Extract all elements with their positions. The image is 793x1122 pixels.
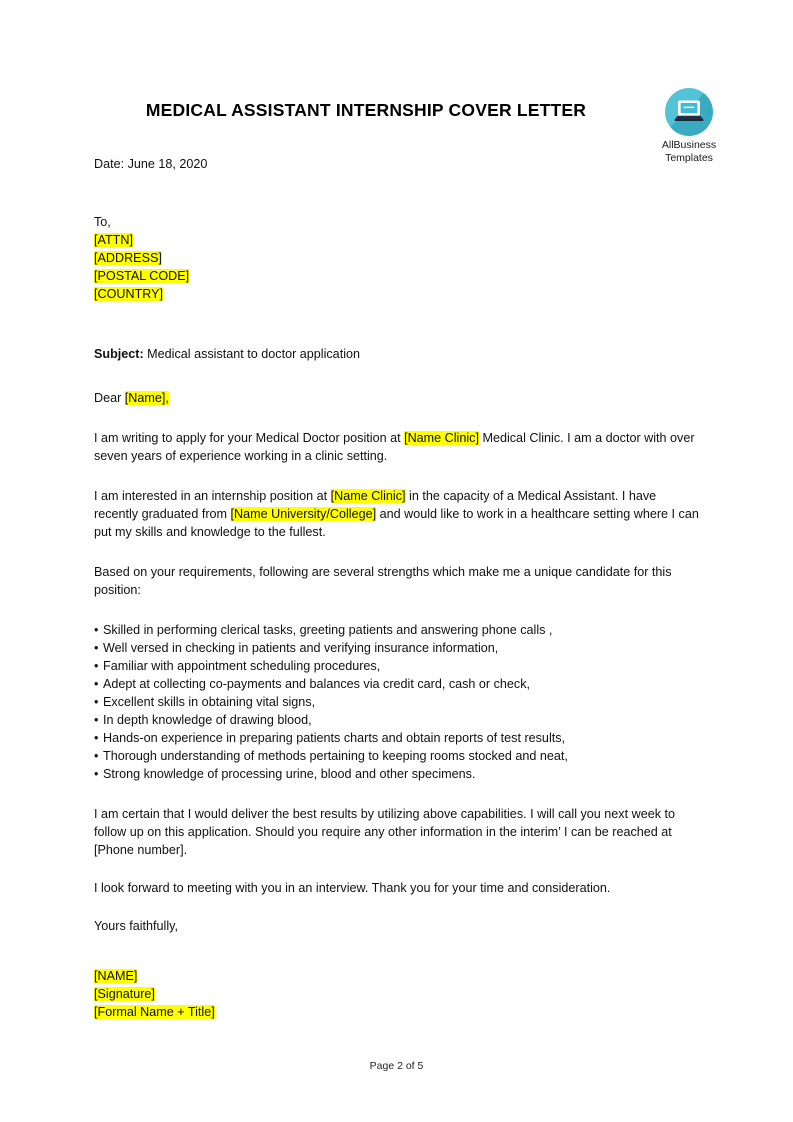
recipient-attn [94, 231, 700, 249]
list-item-text: Familiar with appointment scheduling procedures, [103, 659, 381, 673]
list-item [94, 621, 700, 639]
recipient-postal-code [94, 267, 700, 285]
list-item-text: Skilled in performing clerical tasks, greeting patients and answering phone calls , [103, 623, 553, 637]
placeholder-signature: [Signature] [94, 987, 155, 1001]
brand-line-2: Templates [665, 151, 713, 164]
bullet-icon: • [94, 659, 99, 673]
list-item [94, 693, 700, 711]
placeholder-attn: [ATTN] [94, 233, 133, 247]
signature-name [94, 967, 700, 985]
placeholder-name-clinic-2: [Name Clinic] [330, 489, 406, 503]
greeting-line [94, 389, 700, 407]
bullet-icon: • [94, 713, 99, 727]
list-item-text: Hands-on experience in preparing patients charts and obtain reports of test results, [103, 731, 566, 745]
recipient-address [94, 249, 700, 267]
placeholder-country: [COUNTRY] [94, 287, 164, 301]
subject-label: Subject: [94, 347, 144, 361]
paragraph-1-part-b: Medical Clinic. I am a doctor with over seven years of experience working in a clinic setting. [94, 431, 695, 463]
bullet-icon: • [94, 641, 99, 655]
bullet-icon: • [94, 623, 99, 637]
bullet-icon: • [94, 695, 99, 709]
list-item-text: Thorough understanding of methods pertaining to keeping rooms stocked and neat, [103, 749, 568, 763]
paragraph-2-part-a: I am interested in an internship position at [94, 489, 331, 503]
signature-block [94, 967, 700, 1021]
list-item [94, 657, 700, 675]
bullet-icon: • [94, 767, 99, 781]
brand-line-1: AllBusiness [661, 139, 717, 151]
list-item-text: In depth knowledge of drawing blood, [103, 713, 312, 727]
greeting-prefix: Dear [94, 391, 125, 405]
laptop-icon [665, 88, 713, 136]
placeholder-name: [Name], [124, 391, 169, 405]
page-footer: Page 2 of 5 [369, 1060, 424, 1072]
subject-text: Medical assistant to doctor application [143, 347, 360, 361]
subject-line [94, 345, 700, 363]
recipient-salutation: To, [94, 215, 111, 229]
placeholder-formal-name-title: [Formal Name + Title] [94, 1005, 215, 1019]
placeholder-name-clinic-1: [Name Clinic] [404, 431, 479, 445]
list-item [94, 765, 700, 783]
brand-logo [648, 88, 730, 164]
signature-formal [94, 1003, 700, 1021]
paragraph-1 [94, 429, 700, 465]
paragraph-3: Based on your requirements, following are several strengths which make me a unique candidate for this position: [94, 565, 672, 597]
bullet-icon: • [94, 749, 99, 763]
list-item [94, 639, 700, 657]
paragraph-5: I look forward to meeting with you in an interview. Thank you for your time and consideration. [94, 881, 611, 895]
paragraph-2 [94, 487, 700, 541]
list-item-text: Excellent skills in obtaining vital signs, [103, 695, 316, 709]
paragraph-1-part-a: I am writing to apply for your Medical Doctor position at [94, 431, 405, 445]
list-item-text: Well versed in checking in patients and verifying insurance information, [103, 641, 499, 655]
bullet-icon: • [94, 731, 99, 745]
paragraph-2-part-c: and would like to work in a healthcare setting where I can put my skills and knowledge to the fullest. [94, 507, 699, 539]
paragraph-4: I am certain that I would deliver the best results by utilizing above capabilities. I will call you next week to follow up on this application. Should you require any other information in the interim’ I can be reached at [Phone number]. [94, 807, 675, 857]
list-item [94, 729, 700, 747]
placeholder-university: [Name University/College] [230, 507, 377, 521]
recipient-address-block [94, 213, 700, 303]
recipient-country [94, 285, 700, 303]
letter-body [94, 155, 700, 1021]
list-item-text: Adept at collecting co-payments and balances via credit card, cash or check, [103, 677, 531, 691]
date-line: Date: June 18, 2020 [94, 157, 208, 171]
placeholder-address: [ADDRESS] [94, 251, 162, 265]
bullet-icon: • [94, 677, 99, 691]
list-item [94, 711, 700, 729]
strengths-list [94, 621, 700, 783]
placeholder-postal-code: [POSTAL CODE] [94, 269, 190, 283]
placeholder-name-upper: [NAME] [94, 969, 138, 983]
page-title: MEDICAL ASSISTANT INTERNSHIP COVER LETTER [145, 100, 587, 120]
list-item [94, 747, 700, 765]
list-item-text: Strong knowledge of processing urine, blood and other specimens. [103, 767, 476, 781]
sign-off: Yours faithfully, [94, 919, 179, 933]
list-item [94, 675, 700, 693]
signature-signature [94, 985, 700, 1003]
paragraph-2-part-b: in the capacity of a Medical Assistant. I have recently graduated from [94, 489, 657, 521]
